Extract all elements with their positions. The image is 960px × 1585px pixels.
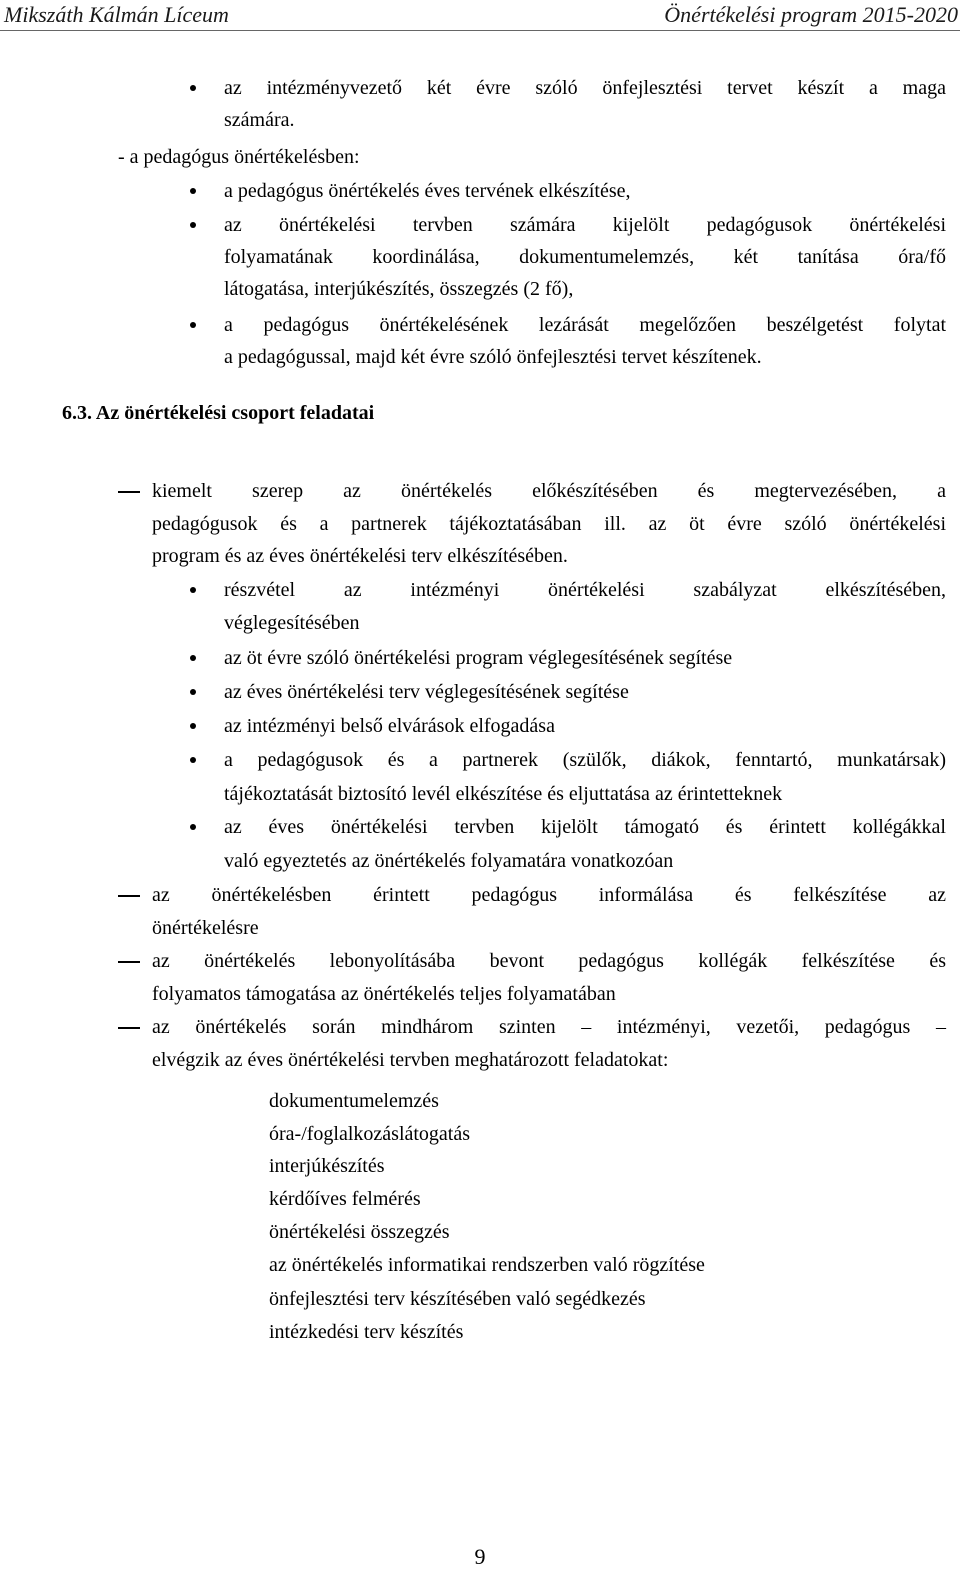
bullet-icon (190, 689, 196, 695)
bullet-icon (190, 587, 196, 593)
pedagogus-bullet-2-line-2: folyamatának koordinálása, dokumentumelemzés, két tanítása óra/fő (224, 246, 946, 268)
dash-item-2-line-2: önértékelésre (152, 917, 259, 939)
task-item: intézkedési terv készítés (269, 1321, 464, 1343)
pedagogus-bullet-3-line-1: a pedagógus önértékelésének lezárását megelőzően beszélgetést folytat (224, 314, 946, 336)
task-item: dokumentumelemzés (269, 1090, 439, 1112)
dash-icon (118, 491, 140, 493)
header-document-title: Önértékelési program 2015-2020 (664, 2, 958, 27)
dash-item-4-line-1: az önértékelés során mindhárom szinten – intézményi, vezetői, pedagógus – (152, 1016, 946, 1038)
bullet-icon (190, 322, 196, 328)
bullet-icon (190, 655, 196, 661)
task-item: az önértékelés informatikai rendszerben való rögzítése (269, 1254, 705, 1276)
sub-bullet-1-line-2: véglegesítésében (224, 612, 360, 634)
dash-item-3-line-2: folyamatos támogatása az önértékelés teljes folyamatában (152, 983, 616, 1005)
bullet-icon (190, 222, 196, 228)
section-heading: 6.3. Az önértékelési csoport feladatai (62, 402, 375, 424)
sub-bullet-6-line-1: az éves önértékelési tervben kijelölt támogató és érintett kollégákkal (224, 816, 946, 838)
intro-bullet-line-2: számára. (224, 109, 295, 131)
page-number: 9 (474, 1544, 486, 1569)
dash-icon (118, 895, 140, 897)
dash-item-3-line-1: az önértékelés lebonyolításába bevont pedagógus kollégák felkészítése és (152, 950, 946, 972)
task-item: kérdőíves felmérés (269, 1188, 421, 1210)
dash-item-1-line-1: kiemelt szerep az önértékelés előkészítésében és megtervezésében, a (152, 480, 946, 502)
bullet-icon (190, 824, 196, 830)
pedagogus-section-label: - a pedagógus önértékelésben: (118, 146, 360, 168)
pedagogus-bullet-3-line-2: a pedagógussal, majd két évre szóló önfejlesztési tervet készítenek. (224, 346, 762, 368)
dash-item-1-line-3: program és az éves önértékelési terv elkészítésében. (152, 545, 568, 567)
intro-bullet-line-1: az intézményvezető két évre szóló önfejlesztési tervet készít a maga (224, 77, 946, 99)
sub-bullet-4: az intézményi belső elvárások elfogadása (224, 715, 555, 737)
dash-icon (118, 1027, 140, 1029)
sub-bullet-5-line-2: tájékoztatását biztosító levél elkészítése és eljuttatása az érintetteknek (224, 783, 783, 805)
dash-item-1-line-2: pedagógusok és a partnerek tájékoztatásában ill. az öt évre szóló önértékelési (152, 513, 946, 535)
dash-icon (118, 961, 140, 963)
sub-bullet-3: az éves önértékelési terv véglegesítésének segítése (224, 681, 629, 703)
pedagogus-bullet-2-line-3: látogatása, interjúkészítés, összegzés (2 fő), (224, 278, 574, 300)
bullet-icon (190, 85, 196, 91)
bullet-icon (190, 757, 196, 763)
task-item: önfejlesztési terv készítésében való segédkezés (269, 1288, 646, 1310)
header-school-name: Mikszáth Kálmán Líceum (4, 2, 229, 27)
sub-bullet-5-line-1: a pedagógusok és a partnerek (szülők, diákok, fenntartó, munkatársak) (224, 749, 946, 771)
sub-bullet-2: az öt évre szóló önértékelési program véglegesítésének segítése (224, 647, 733, 669)
task-item: óra-/foglalkozáslátogatás (269, 1123, 471, 1145)
pedagogus-bullet-1-line-1: a pedagógus önértékelés éves tervének elkészítése, (224, 180, 631, 202)
dash-item-4-line-2: elvégzik az éves önértékelési tervben meghatározott feladatokat: (152, 1049, 669, 1071)
sub-bullet-6-line-2: való egyeztetés az önértékelés folyamatára vonatkozóan (224, 850, 674, 872)
task-item: önértékelési összegzés (269, 1221, 450, 1243)
sub-bullet-1-line-1: részvétel az intézményi önértékelési szabályzat elkészítésében, (224, 579, 946, 601)
dash-item-2-line-1: az önértékelésben érintett pedagógus informálása és felkészítése az (152, 884, 946, 906)
bullet-icon (190, 723, 196, 729)
task-item: interjúkészítés (269, 1155, 385, 1177)
bullet-icon (190, 188, 196, 194)
pedagogus-bullet-2-line-1: az önértékelési tervben számára kijelölt pedagógusok önértékelési (224, 214, 946, 236)
